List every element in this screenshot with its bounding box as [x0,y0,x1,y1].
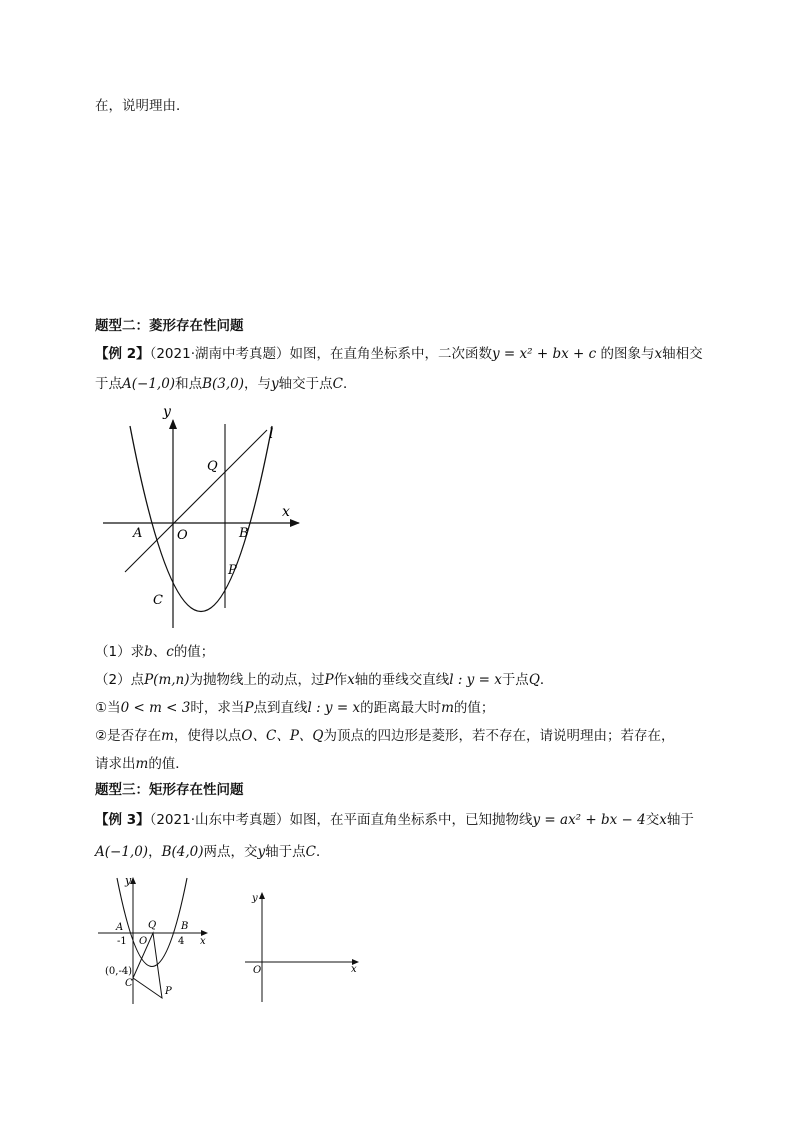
label-point-0-4: (0,-4) [105,966,133,977]
label-y: y [125,874,132,887]
text: 于点 [95,376,122,392]
question-2-2 [95,726,674,746]
text: 作 [333,672,348,688]
example3-line2 [95,842,330,862]
text: 轴的垂线交直线 [354,672,450,688]
label-x: x [200,936,206,947]
question-1 [95,642,214,662]
text: 的图象与 [600,346,655,362]
point-a: A(−1,0) [122,376,176,392]
text: 时，求当 [190,700,245,716]
points: O、C、P、Q [241,728,324,744]
text: 、 [152,644,167,660]
text: 的值； [173,644,215,660]
question-2-2-cont [95,754,189,774]
text: ①当 [95,700,121,716]
point-p: P(m,n) [144,672,190,688]
text: ． [539,672,554,688]
text: ． [316,844,330,860]
label-o: O [177,528,188,543]
text: （2）点 [95,672,145,688]
label-o: O [139,936,148,947]
label-a: A [133,526,143,541]
formula: y = ax² + bx − 4 [532,812,646,828]
text: 的值； [453,700,495,716]
figure-parabola-rectangle [95,872,220,1007]
text: ，与 [244,376,272,392]
text: 如图，在平面直角坐标系中，已知抛物线 [289,812,533,828]
text: 的距离最大时 [360,700,442,716]
point-c: C [305,844,316,860]
text: 轴相交 [662,346,703,362]
var: m [161,728,174,744]
label-c: C [125,978,133,989]
text: ，使得以点 [173,728,242,744]
example2-source: （2021·湖南中考真题） [149,346,290,362]
label-minus1: -1 [117,936,127,947]
parabola [130,426,272,612]
label-l: l [269,426,274,442]
var: Q [528,672,540,688]
label-y: y [163,404,171,420]
continuation-text: 在，说明理由． [95,98,190,114]
section-title-type3: 题型三：矩形存在性问题 [95,782,244,798]
label-x: x [282,504,290,520]
text: 如图，在直角坐标系中，二次函数 [289,346,492,362]
var: P [324,672,334,688]
formula: y = x² + bx + c [492,346,597,362]
question-2 [95,670,553,690]
text: 于点 [501,672,529,688]
text: ． [343,376,357,392]
var: m [441,700,454,716]
example3-line1 [95,810,694,830]
example2-line1 [95,344,703,364]
text: ②是否存在 [95,728,162,744]
point-b: B(3,0) [202,376,245,392]
label-b: B [181,921,189,932]
text: 为顶点的四边形是菱形，若不存在，请说明理由；若存在， [323,728,675,744]
figure-parabola-rhombus [95,400,310,635]
question-2-1 [95,698,494,718]
text: 为抛物线上的动点，过 [189,672,325,688]
point-b: B(4,0) [161,844,204,860]
text: ， [148,844,162,860]
point-a: A(−1,0) [95,844,149,860]
formula: l : y = x [307,700,361,716]
label-x: x [351,964,357,975]
text: 轴于点 [265,844,306,860]
text: （1）求 [95,644,145,660]
var: y [271,376,279,392]
label-o: O [253,965,262,976]
text: 和点 [175,376,203,392]
example2-line2 [95,374,357,394]
text: 的值． [148,756,189,772]
var: y [257,844,266,860]
text: 两点，交 [203,844,258,860]
formula: l : y = x [449,672,502,688]
label-c: C [153,593,163,608]
var: x [659,812,667,828]
label-q: Q [207,459,218,474]
label-a: A [116,922,124,933]
label-b: B [239,526,249,541]
example3-source: （2021·山东中考真题） [149,812,290,828]
label-q: Q [148,920,157,931]
point-c: C [332,376,343,392]
var: P [244,700,254,716]
var: m [135,756,149,772]
text: 请求出 [95,756,136,772]
var: x [347,672,355,688]
example3-tag: 【例 3】 [95,812,150,828]
formula: 0 < m < 3 [120,700,191,716]
label-p: P [165,986,172,997]
var: x [654,346,663,362]
text: 轴交于点 [278,376,333,392]
figure-empty-axes [240,885,365,1005]
var: b [144,644,153,660]
text: 轴于 [666,812,694,828]
label-4: 4 [178,936,185,947]
label-p: P [228,563,237,578]
example2-tag: 【例 2】 [95,346,150,362]
section-title-type2: 题型二：菱形存在性问题 [95,318,244,334]
text: 交 [645,812,660,828]
var: c [166,644,174,660]
text: 点到直线 [253,700,308,716]
label-y: y [252,893,258,904]
